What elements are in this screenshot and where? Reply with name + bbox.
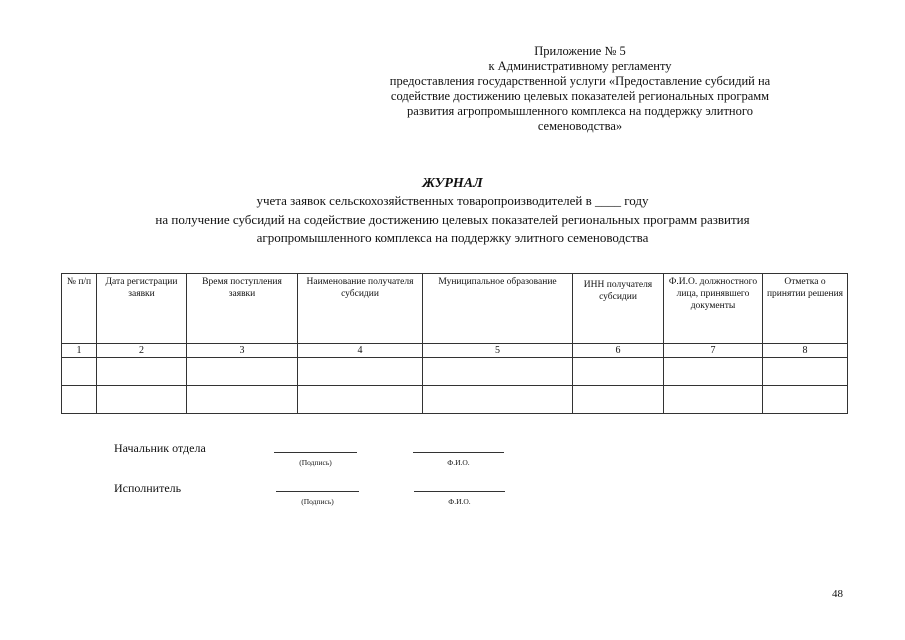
executor-name-caption: Ф.И.О.	[448, 497, 471, 506]
appendix-line: к Административному регламенту	[488, 59, 672, 73]
table-cell	[298, 358, 423, 386]
table-cell	[423, 358, 573, 386]
head-name-caption: Ф.И.О.	[447, 458, 470, 467]
table-cell	[62, 358, 97, 386]
column-number: 6	[573, 344, 664, 358]
appendix-header	[340, 44, 820, 134]
table-cell	[97, 386, 187, 414]
header-cell-registration-date: Дата регистрации заявки	[97, 274, 187, 344]
appendix-line: развития агропромышленного комплекса на поддержку элитного	[407, 104, 753, 118]
journal-table	[61, 273, 848, 414]
table-header-row	[62, 274, 848, 344]
executor-name-line	[414, 491, 505, 492]
column-number: 7	[664, 344, 763, 358]
table-cell	[763, 386, 848, 414]
header-cell-decision-mark: Отметка о принятии решения	[763, 274, 848, 344]
head-signature-line	[274, 452, 357, 453]
table-row	[62, 386, 848, 414]
column-number: 4	[298, 344, 423, 358]
column-number: 8	[763, 344, 848, 358]
appendix-line: Приложение № 5	[534, 44, 626, 58]
journal-subtitle-line-2: на получение субсидий на содействие достижению целевых показателей региональных программ развития	[155, 212, 750, 227]
table-cell	[62, 386, 97, 414]
header-cell-recipient-name: Наименование получателя субсидии	[298, 274, 423, 344]
table-column-numbers-row	[62, 344, 848, 358]
header-cell-number: № п/п	[62, 274, 97, 344]
appendix-line: содействие достижению целевых показателей региональных программ	[390, 89, 770, 103]
journal-title: ЖУРНАЛ	[422, 176, 483, 191]
head-of-department-label: Начальник отдела	[114, 441, 206, 455]
header-cell-official-name: Ф.И.О. должностного лица, принявшего документы	[664, 274, 763, 344]
table-cell	[97, 358, 187, 386]
executor-label: Исполнитель	[114, 481, 182, 495]
column-number: 1	[62, 344, 97, 358]
table-cell	[573, 386, 664, 414]
column-number: 3	[187, 344, 298, 358]
head-signature-caption: (Подпись)	[299, 458, 332, 467]
table-cell	[664, 358, 763, 386]
table-cell	[298, 386, 423, 414]
table-cell	[664, 386, 763, 414]
table-cell	[763, 358, 848, 386]
executor-signature-caption: (Подпись)	[301, 497, 334, 506]
page-number: 48	[832, 588, 843, 600]
appendix-line: предоставления государственной услуги «Предоставление субсидий на	[389, 74, 771, 88]
header-cell-municipality: Муниципальное образование	[423, 274, 573, 344]
table-cell	[187, 358, 298, 386]
table-cell	[187, 386, 298, 414]
header-cell-inn: ИНН получателя субсидии	[573, 274, 664, 344]
journal-subtitle-line-1: учета заявок сельскохозяйственных товаропроизводителей в ____ году	[256, 193, 649, 208]
column-number: 5	[423, 344, 573, 358]
head-name-line	[413, 452, 504, 453]
header-cell-receipt-time: Время поступления заявки	[187, 274, 298, 344]
table-cell	[573, 358, 664, 386]
journal-subtitle-line-3: агропромышленного комплекса на поддержку элитного семеноводства	[256, 230, 649, 245]
table-row	[62, 358, 848, 386]
appendix-line: семеноводства»	[537, 119, 623, 133]
executor-signature-line	[276, 491, 359, 492]
column-number: 2	[97, 344, 187, 358]
table-cell	[423, 386, 573, 414]
